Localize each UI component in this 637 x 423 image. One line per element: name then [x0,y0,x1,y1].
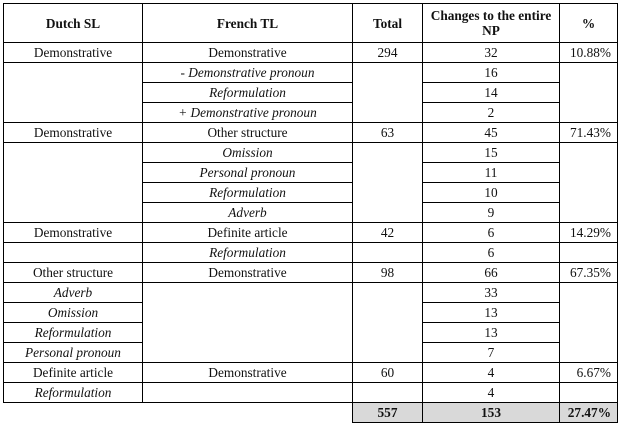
cell-changes: 4 [423,383,560,403]
cell-pct: 6.67% [560,363,618,383]
cell-changes: 13 [423,303,560,323]
total-pct: 27.47% [560,403,618,423]
cell-changes: 66 [423,263,560,283]
cell-french: Other structure [143,123,353,143]
cell-french: - Demonstrative pronoun [143,63,353,83]
cell-empty [4,63,143,123]
cell-french: Definite article [143,223,353,243]
cell-french: Omission [143,143,353,163]
cell-french: Reformulation [143,183,353,203]
cell-empty [143,283,353,363]
cell-empty [560,383,618,403]
data-table [3,3,618,423]
cell-empty [353,383,423,403]
header-dutch-sl: Dutch SL [4,4,143,43]
cell-total: 60 [353,363,423,383]
cell-pct: 14.29% [560,223,618,243]
cell-changes: 45 [423,123,560,143]
cell-pct: 71.43% [560,123,618,143]
cell-french: + Demonstrative pronoun [143,103,353,123]
table-row [4,363,618,383]
cell-french: Demonstrative [143,263,353,283]
cell-total: 63 [353,123,423,143]
total-sum: 557 [353,403,423,423]
cell-changes: 6 [423,223,560,243]
cell-changes: 16 [423,63,560,83]
table-row [4,123,618,143]
cell-dutch: Demonstrative [4,123,143,143]
cell-changes: 10 [423,183,560,203]
table-row [4,43,618,63]
cell-dutch: Reformulation [4,383,143,403]
cell-dutch: Adverb [4,283,143,303]
cell-dutch: Reformulation [4,323,143,343]
header-french-tl: French TL [143,4,353,43]
cell-empty [353,243,423,263]
cell-changes: 14 [423,83,560,103]
table-row [4,143,618,163]
cell-empty [560,63,618,123]
cell-empty [353,143,423,223]
cell-empty [4,403,143,423]
totals-row [4,403,618,423]
table-row [4,63,618,83]
cell-empty [560,243,618,263]
cell-changes: 7 [423,343,560,363]
cell-dutch: Omission [4,303,143,323]
header-row [4,4,618,43]
table-row [4,243,618,263]
cell-changes: 32 [423,43,560,63]
cell-french: Adverb [143,203,353,223]
cell-empty [560,143,618,223]
cell-empty [143,383,353,403]
cell-empty [143,403,353,423]
cell-empty [4,143,143,223]
cell-dutch: Demonstrative [4,223,143,243]
cell-dutch: Definite article [4,363,143,383]
cell-total: 42 [353,223,423,243]
cell-changes: 4 [423,363,560,383]
cell-total: 294 [353,43,423,63]
cell-changes: 2 [423,103,560,123]
cell-changes: 13 [423,323,560,343]
cell-pct: 10.88% [560,43,618,63]
cell-french: Personal pronoun [143,163,353,183]
cell-changes: 33 [423,283,560,303]
cell-changes: 15 [423,143,560,163]
cell-empty [4,243,143,263]
cell-french: Demonstrative [143,363,353,383]
cell-total: 98 [353,263,423,283]
cell-pct: 67.35% [560,263,618,283]
cell-dutch: Other structure [4,263,143,283]
cell-empty [353,63,423,123]
total-changes: 153 [423,403,560,423]
table-row [4,263,618,283]
table-row [4,223,618,243]
cell-changes: 11 [423,163,560,183]
cell-french: Reformulation [143,83,353,103]
cell-french: Demonstrative [143,43,353,63]
cell-empty [353,283,423,363]
header-changes: Changes to the entire NP [423,4,560,43]
header-pct: % [560,4,618,43]
cell-french: Reformulation [143,243,353,263]
cell-changes: 9 [423,203,560,223]
cell-empty [560,283,618,363]
header-total: Total [353,4,423,43]
cell-dutch: Personal pronoun [4,343,143,363]
cell-dutch: Demonstrative [4,43,143,63]
cell-changes: 6 [423,243,560,263]
table-row [4,283,618,303]
data-table-container [3,3,618,423]
table-row [4,383,618,403]
